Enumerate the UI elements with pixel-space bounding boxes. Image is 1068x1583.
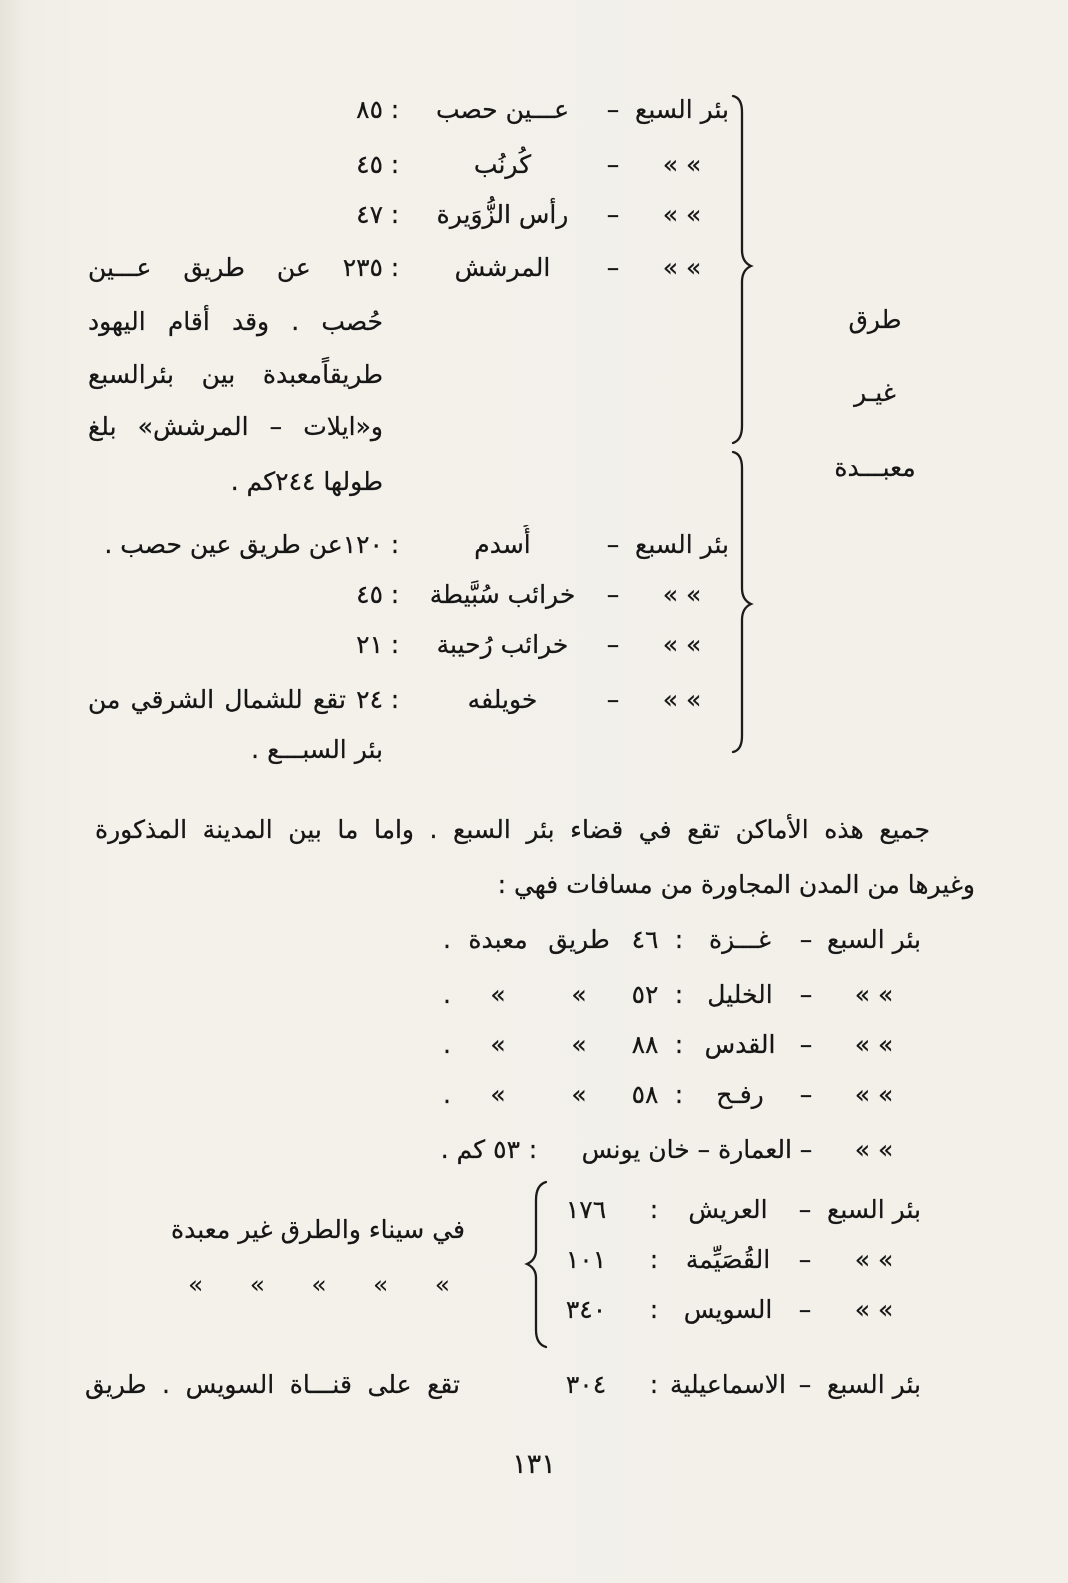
dash-separator: –	[606, 630, 620, 659]
dash-separator: –	[798, 1245, 812, 1274]
destination-label: عـــين حصب	[435, 95, 570, 124]
ditto-marks: » »	[854, 980, 894, 1009]
unpaved-road-row	[0, 525, 1068, 565]
distance-value: ٢٤ تقع للشمال الشرقي من	[88, 685, 383, 714]
colon-separator: :	[390, 630, 400, 659]
colon-separator: :	[674, 1080, 684, 1109]
sinai-note: في سيناء والطرق غير معبدة	[171, 1215, 465, 1244]
distance-value: ٢١	[356, 630, 383, 659]
road-type-label: معبـــدة	[834, 453, 916, 482]
note-continuation: طولها ٢٤٤كم .	[230, 467, 383, 496]
destination-label: خويلفه	[467, 685, 538, 714]
road-type-label: طرق	[848, 305, 902, 334]
colon-separator: :	[528, 1135, 538, 1164]
dash-separator: –	[798, 1195, 812, 1224]
destination-label: خرائب سُبَّيطة	[429, 580, 576, 609]
destination-label: خرائب رُحيبة	[436, 630, 569, 659]
origin-label: بئر السبع	[827, 1370, 921, 1399]
colon-separator: :	[649, 1295, 659, 1324]
dash-separator: –	[799, 1080, 813, 1109]
dash-separator: –	[606, 580, 620, 609]
dash-separator: –	[798, 1370, 812, 1399]
distance-value: ٤٧	[356, 200, 383, 229]
dash-separator: –	[606, 95, 620, 124]
colon-separator: :	[649, 1370, 659, 1399]
destination-label: رأس الزُّوَيرة	[436, 200, 569, 229]
sinai-row	[0, 1290, 1068, 1330]
ditto-marks: » »	[662, 150, 702, 179]
ditto-mark: »	[490, 1080, 506, 1109]
ditto-mark: »	[571, 980, 587, 1009]
destination-label: العمارة – خان يونس	[581, 1135, 792, 1164]
dash-separator: –	[799, 980, 813, 1009]
distance-value: ١٧٦	[565, 1195, 607, 1224]
ditto-mark: »	[490, 980, 506, 1009]
colon-separator: :	[390, 150, 400, 179]
distance-value: ٣٠٤	[565, 1370, 607, 1399]
ditto-mark: »	[434, 1270, 450, 1299]
ditto-marks: » »	[662, 580, 702, 609]
distance-value: ٣٤٠	[565, 1295, 607, 1324]
distance-value: ٤٥	[356, 150, 383, 179]
unpaved-road-row	[0, 145, 1068, 185]
unpaved-road-row	[0, 195, 1068, 235]
colon-separator: :	[390, 95, 400, 124]
colon-separator: :	[390, 685, 400, 714]
destination-label: العريش	[688, 1195, 768, 1224]
ditto-mark: »	[311, 1270, 327, 1299]
origin-label: بئر السبع	[635, 95, 729, 124]
destination-label: القدس	[704, 1030, 776, 1059]
distance-value: ٤٥	[356, 580, 383, 609]
period-mark: .	[443, 925, 451, 954]
distance-value: ١٠١	[565, 1245, 607, 1274]
unpaved-road-row	[0, 248, 1068, 288]
ditto-mark: »	[188, 1270, 204, 1299]
sinai-ditto-row	[188, 1265, 450, 1305]
distance-value: ٥٣ كم .	[440, 1135, 520, 1164]
note-continuation: و«ايلات – المرشش» بلغ	[88, 412, 383, 441]
destination-label: القُصَيِّمة	[685, 1245, 771, 1274]
page-number: ١٣١	[512, 1449, 556, 1480]
colon-separator: :	[390, 200, 400, 229]
ditto-marks: » »	[854, 1135, 894, 1164]
ditto-marks: » »	[662, 253, 702, 282]
distance-row	[0, 1075, 1068, 1115]
ditto-marks: » »	[662, 200, 702, 229]
dash-separator: –	[606, 253, 620, 282]
period-mark: .	[443, 980, 451, 1009]
origin-label: بئر السبع	[827, 925, 921, 954]
unpaved-road-row	[0, 680, 1068, 720]
distance-value: ٢٣٥ عن طريق عـــين	[88, 253, 383, 282]
colon-separator: :	[390, 253, 400, 282]
paragraph-line: جميع هذه الأماكن تقع في قضاء بئر السبع . واما ما بين المدينة المذكورة	[95, 815, 930, 844]
destination-label: الخليل	[707, 980, 773, 1009]
colon-separator: :	[390, 530, 400, 559]
dash-separator: –	[798, 1295, 812, 1324]
destination-label: السويس	[683, 1295, 773, 1324]
origin-label: بئر السبع	[827, 1195, 921, 1224]
distance-value: ٥٢	[631, 980, 659, 1009]
destination-label: المرشش	[454, 253, 551, 282]
destination-label: غـــزة	[709, 925, 771, 954]
destination-label: الاسماعيلية	[670, 1370, 786, 1399]
ditto-mark: »	[249, 1270, 265, 1299]
ditto-marks: » »	[854, 1245, 894, 1274]
dash-separator: –	[606, 685, 620, 714]
ismailia-row	[0, 1365, 1068, 1405]
period-mark: .	[443, 1080, 451, 1109]
paragraph-line: وغيرها من المدن المجاورة من مسافات فهي :	[497, 870, 975, 899]
colon-separator: :	[649, 1195, 659, 1224]
ditto-marks: » »	[662, 685, 702, 714]
distance-row	[0, 1130, 1068, 1170]
road-type-word: معبدة	[468, 925, 528, 954]
note-continuation: طريقاًمعبدة بين بئرالسبع	[88, 360, 383, 389]
ditto-mark: »	[373, 1270, 389, 1299]
colon-separator: :	[674, 925, 684, 954]
ditto-marks: » »	[662, 630, 702, 659]
distance-value: ٨٥	[356, 95, 383, 124]
distance-value: ٤٦	[631, 925, 659, 954]
ditto-marks: » »	[854, 1080, 894, 1109]
distance-row	[0, 1025, 1068, 1065]
distance-value: ١٢٠عن طريق عين حصب .	[104, 530, 383, 559]
road-type-word: طريق	[548, 925, 610, 954]
distance-row	[0, 975, 1068, 1015]
ismailia-note: تقع على قنـــاة السويس . طريق	[85, 1370, 460, 1399]
ditto-mark: »	[571, 1080, 587, 1109]
colon-separator: :	[674, 980, 684, 1009]
ditto-mark: »	[571, 1030, 587, 1059]
colon-separator: :	[649, 1245, 659, 1274]
colon-separator: :	[390, 580, 400, 609]
destination-label: رفـح	[716, 1080, 764, 1109]
ditto-mark: »	[490, 1030, 506, 1059]
distance-value: ٨٨	[631, 1030, 659, 1059]
unpaved-road-row	[0, 575, 1068, 615]
unpaved-road-row	[0, 625, 1068, 665]
note-continuation: بئر السبـــع .	[251, 735, 383, 764]
colon-separator: :	[674, 1030, 684, 1059]
origin-label: بئر السبع	[635, 530, 729, 559]
distance-row	[0, 920, 1068, 960]
road-type-label: غيـر	[854, 378, 896, 407]
dash-separator: –	[799, 1135, 813, 1164]
destination-label: أُسدم	[474, 530, 531, 559]
ditto-marks: » »	[854, 1030, 894, 1059]
period-mark: .	[443, 1030, 451, 1059]
note-continuation: حُصب . وقد أقام اليهود	[88, 307, 383, 336]
dash-separator: –	[606, 150, 620, 179]
dash-separator: –	[799, 1030, 813, 1059]
unpaved-road-row	[0, 90, 1068, 130]
distance-value: ٥٨	[631, 1080, 659, 1109]
dash-separator: –	[799, 925, 813, 954]
dash-separator: –	[606, 200, 620, 229]
ditto-marks: » »	[854, 1295, 894, 1324]
destination-label: كُرنُب	[473, 150, 532, 179]
dash-separator: –	[606, 530, 620, 559]
